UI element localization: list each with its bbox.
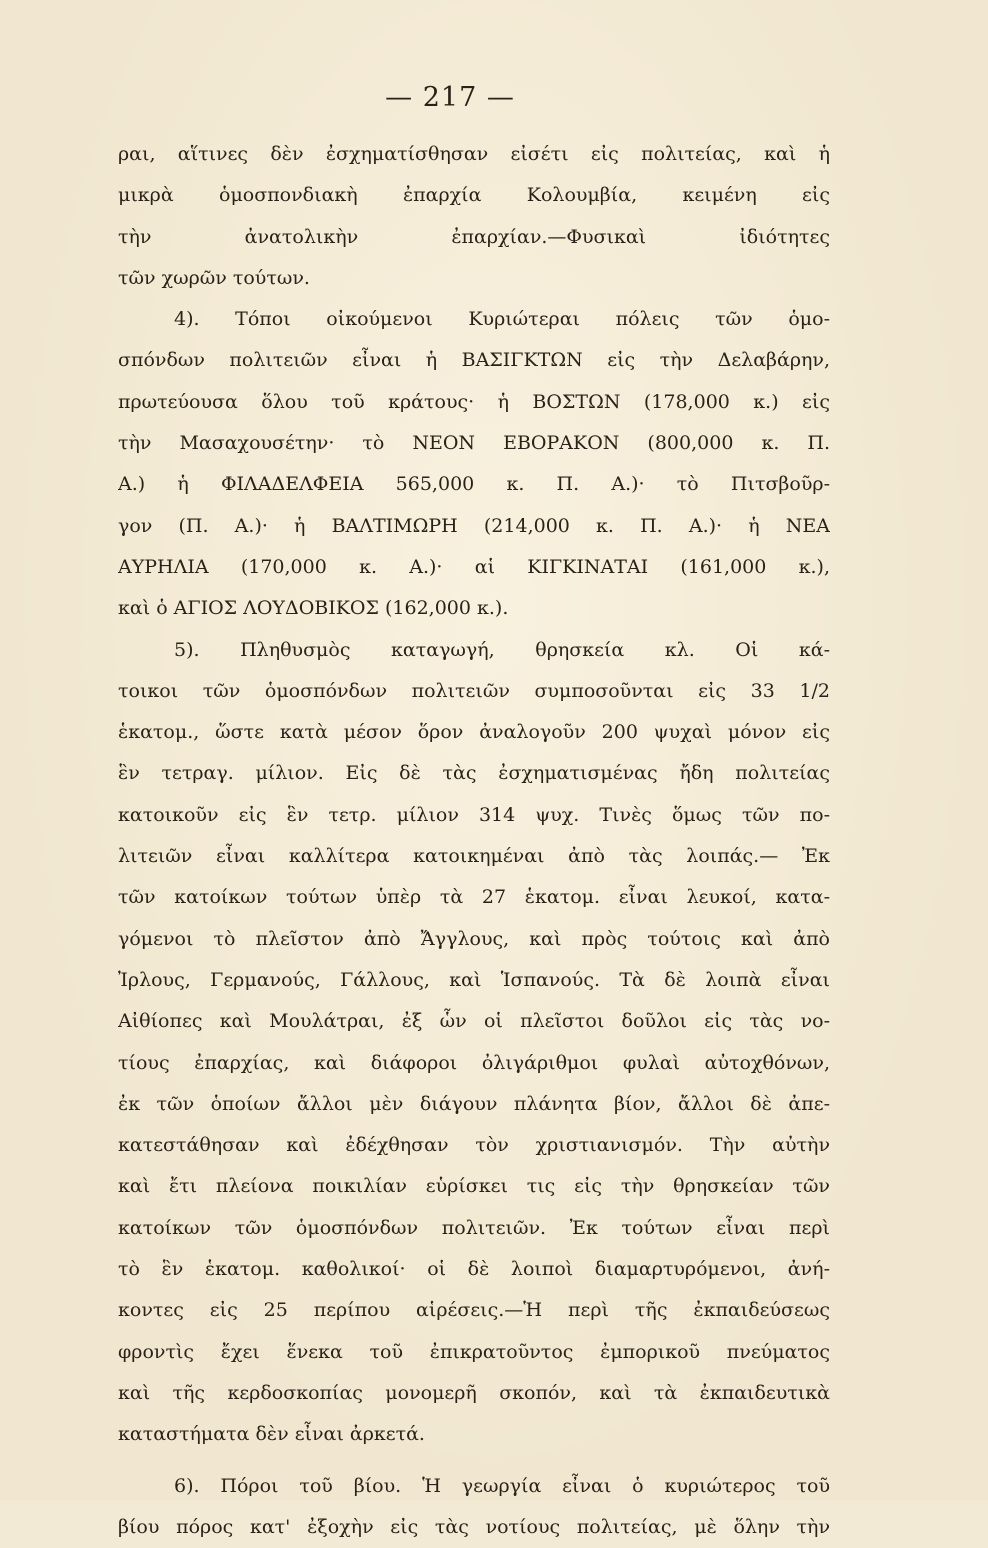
text-line: καταστήματα δὲν εἶναι ἀρκετά.: [118, 1423, 425, 1446]
text-line: φροντὶς ἔχει ἕνεκα τοῦ ἐπικρατοῦντος ἐμπορικοῦ πνεύματος: [118, 1340, 830, 1363]
section-6-heading-line: 6). Πόροι τοῦ βίου. Ἡ γεωργία εἶναι ὁ κυριώτερος τοῦ: [174, 1474, 830, 1497]
text-line: ἑκατομ., ὥστε κατὰ μέσον ὅρον ἀναλογοῦν 200 ψυχαὶ μόνον εἰς: [118, 721, 830, 744]
text-line: κοντες εἰς 25 περίπου αἱρέσεις.—Ἡ περὶ τῆς ἐκπαιδεύσεως: [118, 1299, 830, 1322]
text-line: ἐκ τῶν ὁποίων ἄλλοι μὲν διάγουν πλάνητα βίον, ἄλλοι δὲ ἀπε-: [118, 1092, 830, 1115]
text-line: τὴν ἀνατολικὴν ἐπαρχίαν.—Φυσικαὶ ἰδιότητες: [118, 225, 830, 248]
text-line: τὴν Μασαχουσέτην· τὸ ΝΕΟΝ ΕΒΟΡΑΚΟΝ (800,000 κ. Π.: [118, 432, 830, 455]
text-line: ραι, αἵτινες δὲν ἐσχηματίσθησαν εἰσέτι εἰς πολιτείας, καὶ ἡ: [118, 143, 830, 165]
text-line: κατεστάθησαν καὶ ἐδέχθησαν τὸν χριστιανισμόν. Τὴν αὐτὴν: [118, 1134, 830, 1157]
text-line: βίου πόρος κατ' ἐξοχὴν εἰς τὰς νοτίους πολιτείας, μὲ ὅλην τὴν: [118, 1515, 830, 1538]
text-line: Αἰθίοπες καὶ Μουλάτραι, ἐξ ὧν οἱ πλεῖστοι δοῦλοι εἰς τὰς νο-: [118, 1010, 830, 1033]
text-line: τῶν χωρῶν τούτων.: [118, 266, 310, 289]
text-line: καὶ ὁ ΑΓΙΟΣ ΛΟΥΔΟΒΙΚΟΣ (162,000 κ.).: [118, 597, 509, 620]
section-5-heading-line: 5). Πληθυσμὸς καταγωγή, θρησκεία κλ. Οἱ κά-: [174, 638, 830, 661]
text-line: Α.) ἡ ΦΙΛΑΔΕΛΦΕΙΑ 565,000 κ. Π. Α.)· τὸ Πιτσβοῦρ-: [118, 473, 830, 496]
text-line: ἓν τετραγ. μίλιον. Εἰς δὲ τὰς ἐσχηματισμένας ἤδη πολιτείας: [118, 762, 830, 785]
text-line: σπόνδων πολιτειῶν εἶναι ἡ ΒΑΣΙΓΚΤΩΝ εἰς τὴν Δελαβάρην,: [118, 349, 830, 372]
text-line: ΑΥΡΗΛΙΑ (170,000 κ. Α.)· αἱ ΚΙΓΚΙΝΑΤΑΙ (161,000 κ.),: [118, 555, 830, 578]
text-line: καὶ ἔτι πλείονα ποικιλίαν εὑρίσκει τις εἰς τὴν θρησκείαν τῶν: [118, 1175, 830, 1198]
text-line: τοικοι τῶν ὁμοσπόνδων πολιτειῶν συμποσοῦνται εἰς 33 1/2: [118, 679, 830, 702]
text-line: καὶ τῆς κερδοσκοπίας μονομερῆ σκοπόν, καὶ τὰ ἐκπαιδευτικὰ: [118, 1381, 830, 1404]
body-text: [118, 134, 830, 1548]
text-line: λιτειῶν εἶναι καλλίτερα κατοικημέναι ἀπὸ τὰς λοιπάς.— Ἐκ: [118, 845, 830, 868]
text-line: τὸ ἓν ἑκατομ. καθολικοί· οἱ δὲ λοιποὶ διαμαρτυρόμενοι, ἀνή-: [118, 1258, 830, 1281]
text-line: πρωτεύουσα ὅλου τοῦ κράτους· ἡ ΒΟΣΤΩΝ (178,000 κ.) εἰς: [118, 390, 830, 413]
page-number: — 217 —: [385, 82, 515, 113]
text-line: Ἰρλους, Γερμανούς, Γάλλους, καὶ Ἱσπανούς. Τὰ δὲ λοιπὰ εἶναι: [118, 968, 830, 991]
section-4-heading-line: 4). Τόποι οἰκούμενοι Κυριώτεραι πόλεις τῶν ὁμο-: [174, 308, 830, 331]
text-line: γόμενοι τὸ πλεῖστον ἀπὸ Ἄγγλους, καὶ πρὸς τούτοις καὶ ἀπὸ: [118, 927, 830, 950]
text-line: τῶν κατοίκων τούτων ὑπὲρ τὰ 27 ἑκατομ. εἶναι λευκοί, κατα-: [118, 886, 830, 909]
text-line: κατοικοῦν εἰς ἓν τετρ. μίλιον 314 ψυχ. Τινὲς ὅμως τῶν πο-: [118, 803, 830, 826]
text-line: τίους ἐπαρχίας, καὶ διάφοροι ὀλιγάριθμοι φυλαὶ αὐτοχθόνων,: [118, 1051, 830, 1074]
text-line: γον (Π. Α.)· ἡ ΒΑΛΤΙΜΩΡΗ (214,000 κ. Π. Α.)· ἡ ΝΕΑ: [118, 514, 830, 537]
text-line: μικρὰ ὁμοσπονδιακὴ ἐπαρχία Κολουμβία, κειμένη εἰς: [118, 184, 830, 207]
text-line: κατοίκων τῶν ὁμοσπόνδων πολιτειῶν. Ἐκ τούτων εἶναι περὶ: [118, 1216, 830, 1239]
